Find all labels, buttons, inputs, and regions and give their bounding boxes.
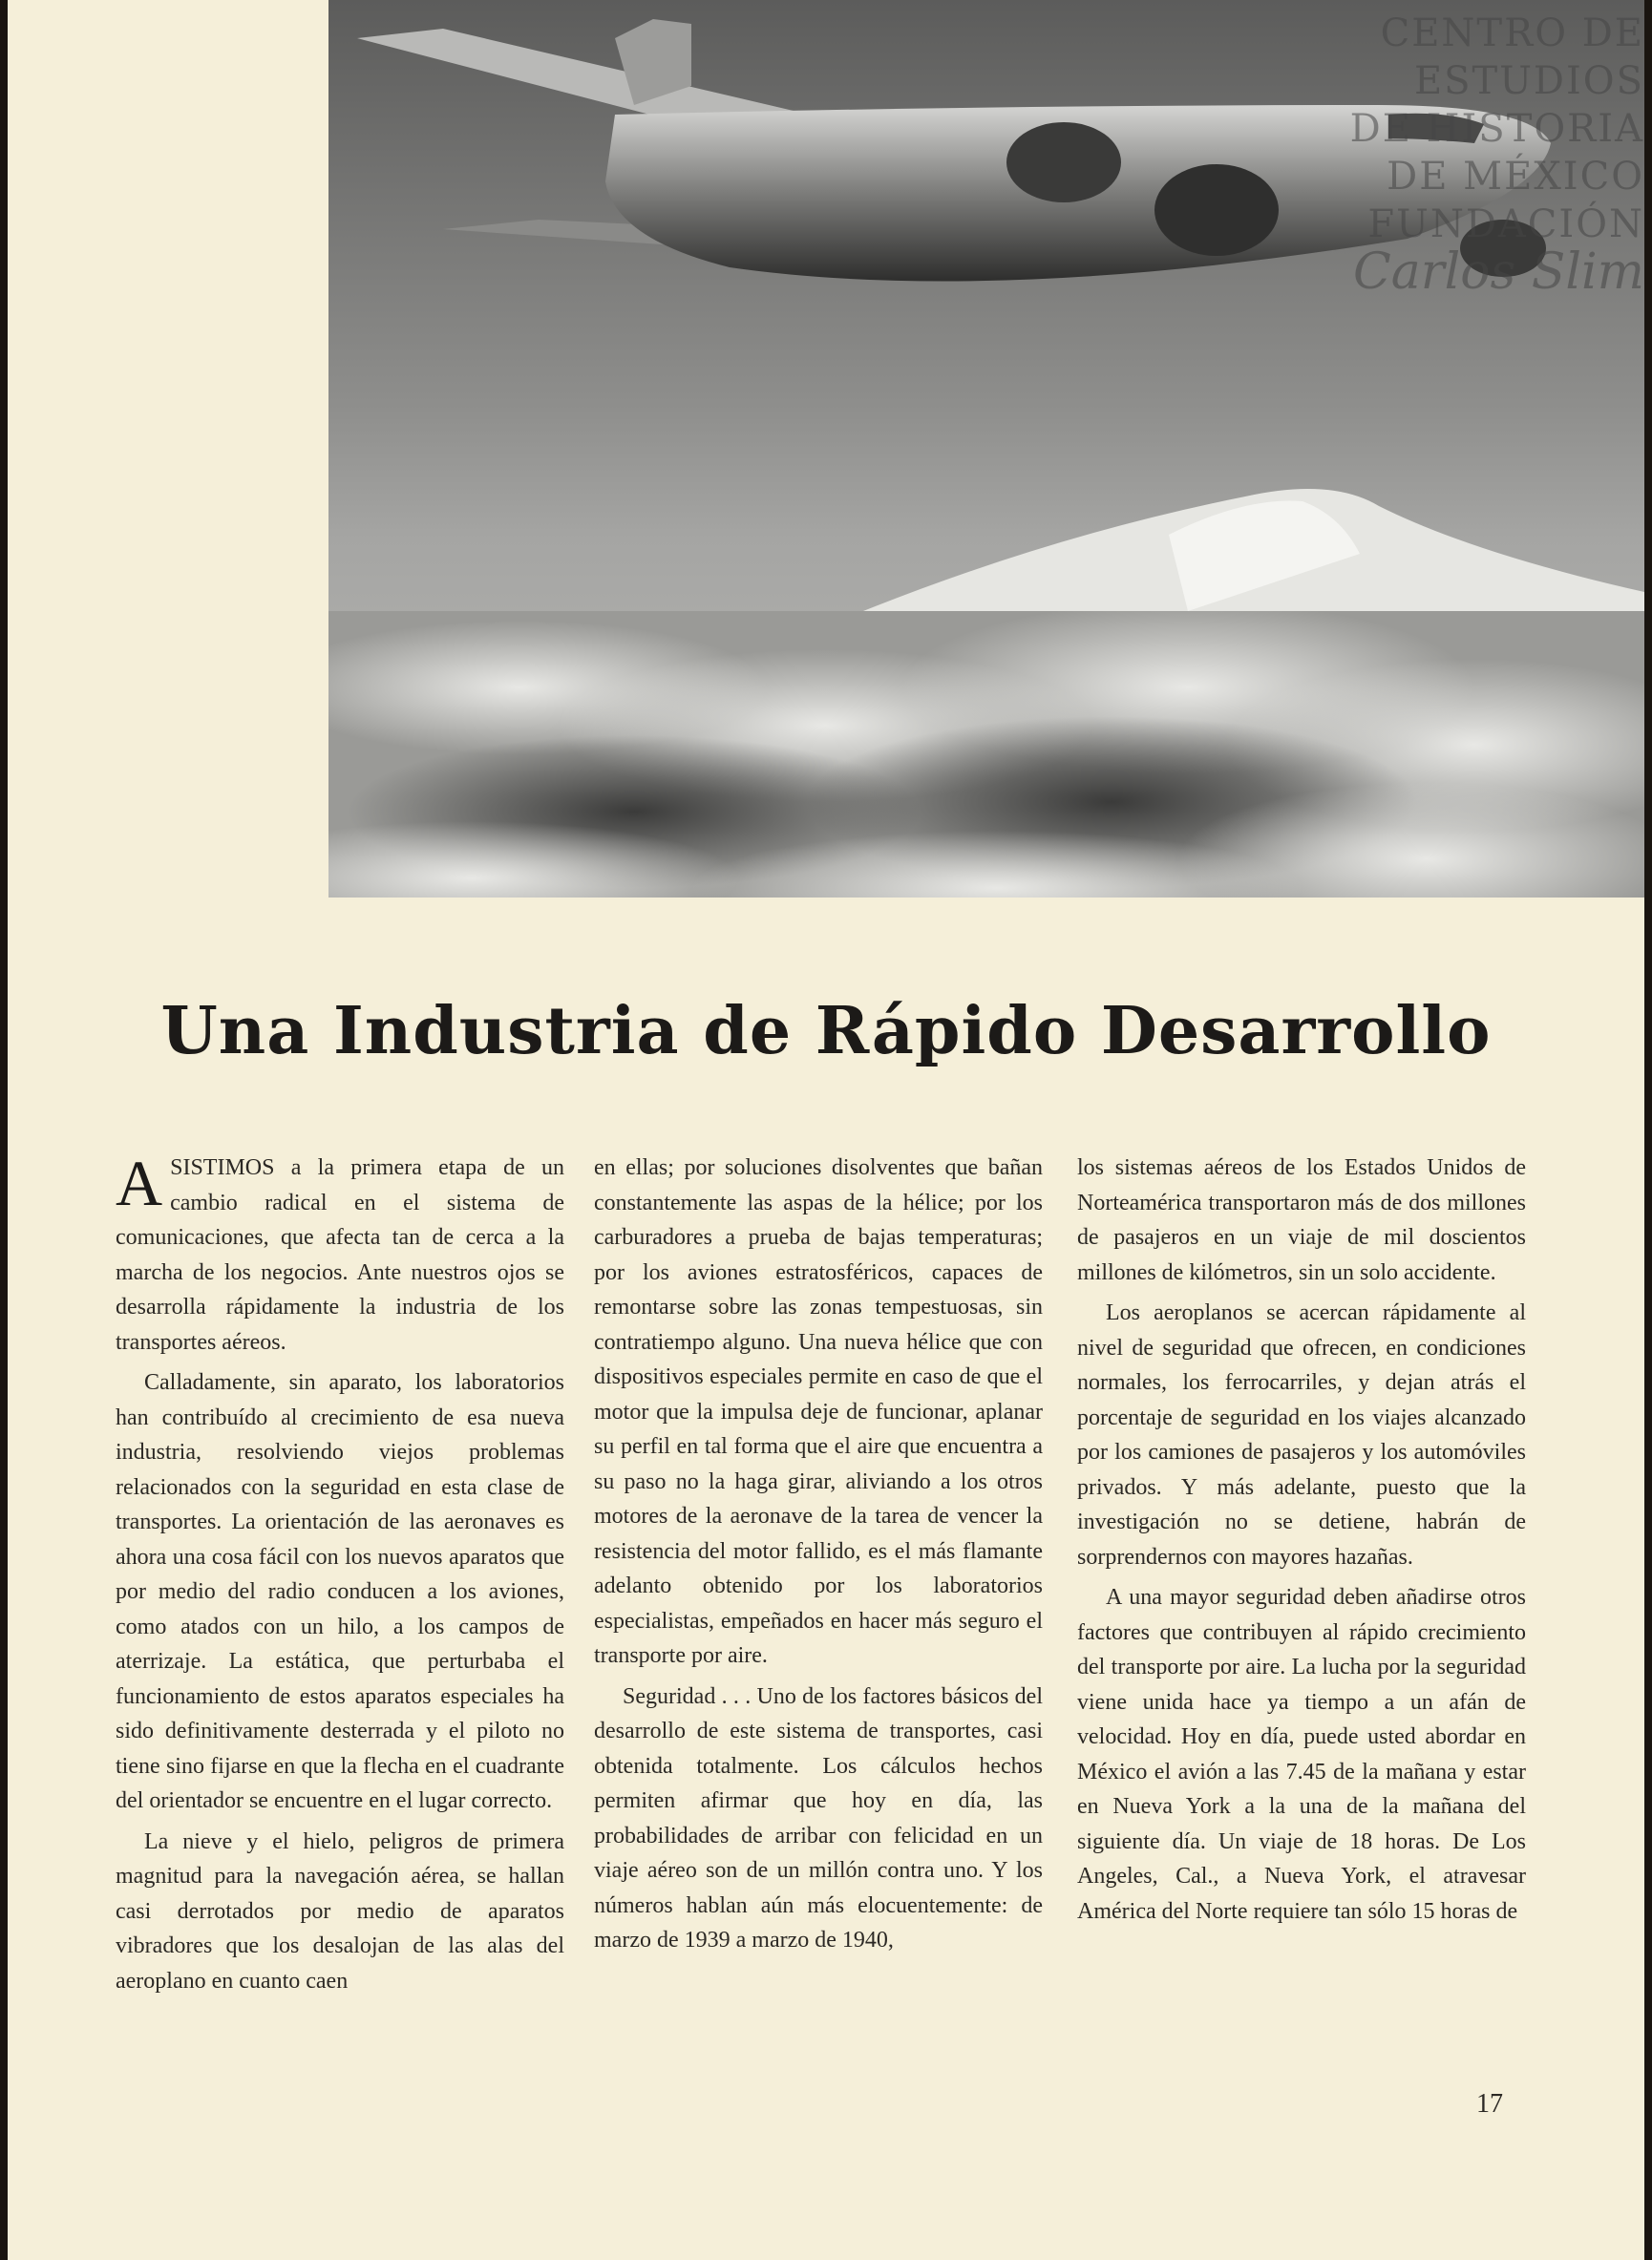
paragraph: A una mayor seguridad deben añadirse otros factores que contribuyen al rápido crecimiento del transporte por aire. La lucha por la seguridad viene unida hace ya tiempo a un afán de velocidad. Hoy en día, puede usted abordar en México el avión a las 7.45 de la mañana y estar en Nueva York a la una de la mañana del siguiente día. Un viaje de 18 horas. De Los Angeles, Cal., a Nueva York, el atravesar América del Norte requiere tan sólo 15 horas de (1077, 1585, 1526, 1924)
watermark-line: ESTUDIOS (1413, 59, 1644, 103)
watermark-line: DE MÉXICO (1387, 155, 1644, 199)
paragraph: Calladamente, sin aparato, los laboratorios han contribuído al crecimiento de esa nueva industria, resolviendo viejos problemas relacionados con la seguridad en esta clase de transportes. La orientación de las aeronaves es ahora una cosa fácil con los nuevos aparatos que por medio del radio conducen a los aviones, como atados con un hilo, a los campos de aterrizaje. La estática, que perturbaba el funcionamiento de estos aparatos especiales ha sido definitivamente desterrada y el piloto no tiene sino fijarse en que la flecha en el cuadrante del orientador se encuentre en el lugar correcto. (116, 1370, 564, 1813)
watermark-signature: Carlos Slim (1353, 243, 1644, 301)
page-number: 17 (1476, 2089, 1503, 2119)
article-title: Una Industria de Rápido Desarrollo (160, 993, 1492, 1069)
paragraph-text: SISTIMOS a la primera etapa de un cambio radical en el sistema de comunicaciones, que afecta tan de cerca a la marcha de los negocios. Ante nuestros ojos se desarrolla rápidamente la industria de los transportes aéreos. (116, 1155, 564, 1355)
drop-cap: A (116, 1147, 163, 1219)
paragraph: en ellas; por soluciones disolventes que bañan constantemente las aspas de la hélice; por los carburadores a prueba de bajas temperaturas; por los aviones estratosféricos, capaces de remontarse sobre las zonas tempestuosas, sin contratiempo alguno. Una nueva hélice que con dispositivos especiales permite en caso de que el motor que la impulsa deje de funcionar, aplanar su perfil en tal forma que el aire que encuentra a su paso no la haga girar, aliviando a los otros motores de la aeronave de la tarea de vencer la resistencia del motor fallido, es el más flamante adelanto obtenido por los laboratorios especialistas, empeñados en hacer más seguro el transporte por aire. (594, 1155, 1043, 1668)
paragraph: Los aeroplanos se acercan rápidamente al nivel de seguridad que ofrecen, en condiciones normales, los ferrocarriles, y dejan atrás el porcentaje de seguridad en los viajes alcanzado por los camiones de pasajeros y los automóviles privados. Y más adelante, puesto que la investigación no se detiene, habrán de sorprendernos con mayores hazañas. (1077, 1300, 1526, 1570)
magazine-page (8, 0, 1644, 2260)
archive-watermark (1320, 10, 1644, 301)
article-column-3 (1077, 1151, 1526, 1934)
paragraph: La nieve y el hielo, peligros de primera magnitud para la navegación aérea, se hallan casi derrotados por medio de aparatos vibradores que los desalojan de las alas del aeroplano en cuanto caen (116, 1828, 564, 1994)
article-column-2 (594, 1151, 1043, 1964)
watermark-line: DE HISTORIA (1349, 107, 1644, 151)
watermark-line: FUNDACIÓN (1367, 202, 1644, 246)
paragraph (116, 1147, 564, 1360)
paragraph: los sistemas aéreos de los Estados Unidos de Norteamérica transportaron más de dos millones de pasajeros en un viaje de mil doscientos millones de kilómetros, sin un solo accidente. (1077, 1155, 1526, 1285)
airplane-photo (328, 0, 1644, 898)
article-column-1 (116, 1147, 564, 2004)
watermark-line: CENTRO DE (1380, 11, 1644, 55)
paragraph: Seguridad . . . Uno de los factores básicos del desarrollo de este sistema de transportes, casi obtenida totalmente. Los cálculos hechos permiten afirmar que hoy en día, las probabilidades de arribar con felicidad en un viaje aéreo son de un millón contra uno. Y los números hablan aún más elocuentemente: de marzo de 1939 a marzo de 1940, (594, 1683, 1043, 1953)
